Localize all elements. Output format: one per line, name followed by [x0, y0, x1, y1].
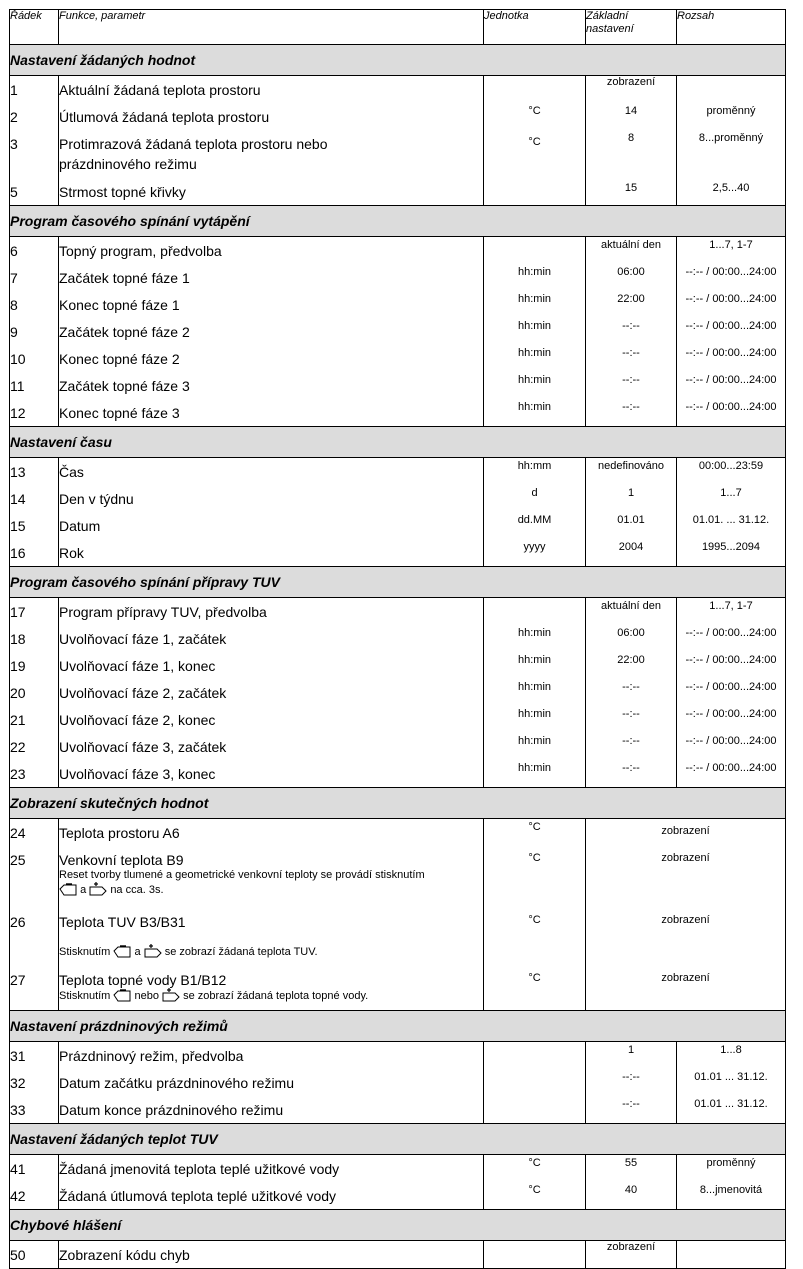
section-title: Program časového spínání vytápění: [10, 206, 786, 237]
function-label: Prázdninový režim, předvolba: [59, 1048, 244, 1064]
row-number-label: 31: [10, 1048, 26, 1064]
range-cell: 1...7, 1-7: [677, 237, 786, 265]
table-row: [10, 966, 786, 1011]
table-body: [10, 45, 786, 1269]
range-cell: 01.01. ... 31.12.: [677, 512, 786, 539]
row-number-label: 16: [10, 545, 26, 561]
unit-cell: [484, 178, 586, 206]
minus-key-icon: [113, 989, 131, 1003]
section-title: Nastavení času: [10, 427, 786, 458]
section-title: Zobrazení skutečných hodnot: [10, 788, 786, 819]
table-row: [10, 625, 786, 652]
row-number: [10, 130, 59, 178]
function-cell: [59, 625, 484, 652]
function-cell: [59, 512, 484, 539]
row-number: [10, 819, 59, 847]
default-cell: --:--: [586, 733, 677, 760]
row-number: [10, 345, 59, 372]
range-cell: 1...8: [677, 1042, 786, 1070]
table-row: [10, 458, 786, 486]
section-title: Nastavení prázdninových režimů: [10, 1011, 786, 1042]
section-header-row: [10, 567, 786, 598]
table-row: [10, 264, 786, 291]
default-cell: 06:00: [586, 625, 677, 652]
function-label: Uvolňovací fáze 3, začátek: [59, 739, 227, 755]
note-text: a: [80, 883, 87, 896]
row-number: [10, 399, 59, 427]
function-note: [59, 988, 483, 1004]
unit-cell: [484, 1069, 586, 1096]
row-number: [10, 264, 59, 291]
table-row: [10, 908, 786, 966]
section-header-row: [10, 206, 786, 237]
table-row: [10, 178, 786, 206]
default-cell: 15: [586, 178, 677, 206]
table-row: [10, 485, 786, 512]
section-header-row: [10, 1124, 786, 1155]
row-number-label: 50: [10, 1247, 26, 1263]
row-number-label: 22: [10, 739, 26, 755]
function-cell: [59, 103, 484, 130]
default-cell: 1: [586, 485, 677, 512]
table-row: [10, 345, 786, 372]
function-label: Konec topné fáze 2: [59, 351, 180, 367]
unit-cell: °C: [484, 908, 586, 966]
note-text: Stisknutím: [59, 989, 111, 1002]
function-label: Teplota TUV B3/B31: [59, 914, 186, 930]
function-cell: [59, 345, 484, 372]
default-cell: --:--: [586, 399, 677, 427]
range-cell: --:-- / 00:00...24:00: [677, 706, 786, 733]
row-number: [10, 1042, 59, 1070]
range-cell: --:-- / 00:00...24:00: [677, 372, 786, 399]
function-label: Uvolňovací fáze 2, konec: [59, 712, 216, 728]
row-number: [10, 652, 59, 679]
unit-cell: d: [484, 485, 586, 512]
function-label: Strmost topné křivky: [59, 184, 186, 200]
row-number-label: 32: [10, 1075, 26, 1091]
unit-cell: [484, 598, 586, 626]
function-label: Uvolňovací fáze 1, konec: [59, 658, 216, 674]
row-number-label: 10: [10, 351, 26, 367]
table-row: [10, 539, 786, 567]
range-cell: --:-- / 00:00...24:00: [677, 679, 786, 706]
unit-cell: °C: [484, 1155, 586, 1183]
function-label: Protimrazová žádaná teplota prostoru nebo: [59, 136, 328, 152]
range-cell: 8...jmenovitá: [677, 1182, 786, 1210]
function-cell: [59, 264, 484, 291]
table-row: [10, 1042, 786, 1070]
function-cell: [59, 237, 484, 265]
function-label: Žádaná jmenovitá teplota teplé užitkové vody: [59, 1161, 340, 1177]
unit-cell: hh:min: [484, 264, 586, 291]
table-row: [10, 1155, 786, 1183]
table-row: [10, 846, 786, 908]
table-row: [10, 372, 786, 399]
function-label: Konec topné fáze 1: [59, 297, 180, 313]
function-label: Den v týdnu: [59, 491, 134, 507]
unit-cell: hh:min: [484, 652, 586, 679]
function-label-continued: prázdninového režimu: [59, 156, 197, 172]
table-row: [10, 291, 786, 318]
section-header-row: [10, 788, 786, 819]
function-cell: [59, 458, 484, 486]
unit-cell: hh:min: [484, 760, 586, 788]
default-cell: --:--: [586, 345, 677, 372]
row-number-label: 19: [10, 658, 26, 674]
range-cell: 01.01 ... 31.12.: [677, 1096, 786, 1124]
row-number: [10, 318, 59, 345]
default-cell: 22:00: [586, 291, 677, 318]
row-number: [10, 512, 59, 539]
default-cell: zobrazení: [586, 76, 677, 104]
unit-cell: hh:min: [484, 318, 586, 345]
section-header-row: [10, 1210, 786, 1241]
function-label: Začátek topné fáze 1: [59, 270, 190, 286]
default-cell: zobrazení: [586, 966, 786, 1011]
column-header-default: Základní nastavení: [586, 10, 677, 45]
section-header-row: [10, 427, 786, 458]
table-row: [10, 318, 786, 345]
function-cell: [59, 819, 484, 847]
range-cell: --:-- / 00:00...24:00: [677, 652, 786, 679]
function-cell: [59, 706, 484, 733]
row-number-label: 18: [10, 631, 26, 647]
default-cell: --:--: [586, 372, 677, 399]
function-label: Začátek topné fáze 3: [59, 378, 190, 394]
row-number-label: 23: [10, 766, 26, 782]
function-label: Začátek topné fáze 2: [59, 324, 190, 340]
row-number: [10, 1241, 59, 1269]
range-cell: [677, 76, 786, 104]
function-cell: [59, 1096, 484, 1124]
row-number: [10, 178, 59, 206]
table-row: [10, 598, 786, 626]
unit-cell: hh:min: [484, 733, 586, 760]
unit-cell: hh:min: [484, 625, 586, 652]
default-cell: zobrazení: [586, 846, 786, 908]
row-number: [10, 291, 59, 318]
row-number: [10, 1182, 59, 1210]
row-number-label: 6: [10, 243, 18, 259]
default-cell: 22:00: [586, 652, 677, 679]
function-cell: [59, 76, 484, 104]
table-header-row: [10, 10, 786, 45]
unit-cell: °C: [484, 846, 586, 908]
table-row: [10, 679, 786, 706]
function-label: Čas: [59, 464, 84, 480]
table-row: [10, 512, 786, 539]
row-number: [10, 485, 59, 512]
range-cell: --:-- / 00:00...24:00: [677, 264, 786, 291]
function-cell: [59, 679, 484, 706]
row-number-label: 27: [10, 972, 26, 988]
unit-cell: [484, 76, 586, 104]
range-cell: 1...7: [677, 485, 786, 512]
function-label: Topný program, předvolba: [59, 243, 222, 259]
function-label: Program přípravy TUV, předvolba: [59, 604, 267, 620]
range-cell: --:-- / 00:00...24:00: [677, 733, 786, 760]
unit-cell: dd.MM: [484, 512, 586, 539]
function-cell: [59, 1182, 484, 1210]
unit-cell: [484, 1241, 586, 1269]
function-cell: [59, 539, 484, 567]
row-number: [10, 458, 59, 486]
default-cell: --:--: [586, 706, 677, 733]
row-number: [10, 598, 59, 626]
row-number-label: 33: [10, 1102, 26, 1118]
function-cell: [59, 652, 484, 679]
table-row: [10, 733, 786, 760]
default-cell: 06:00: [586, 264, 677, 291]
unit-cell: hh:mm: [484, 458, 586, 486]
range-cell: proměnný: [677, 103, 786, 130]
unit-cell: hh:min: [484, 679, 586, 706]
minus-key-icon: [113, 945, 131, 959]
default-cell: 01.01: [586, 512, 677, 539]
range-cell: [677, 1241, 786, 1269]
column-header-range: Rozsah: [677, 10, 786, 45]
note-text: se zobrazí žádaná teplota TUV.: [164, 945, 318, 958]
range-cell: 2,5...40: [677, 178, 786, 206]
row-number-label: 17: [10, 604, 26, 620]
note-text: se zobrazí žádaná teplota topné vody.: [183, 989, 369, 1002]
function-cell: [59, 178, 484, 206]
parameter-table: [9, 9, 786, 1269]
range-cell: 1995...2094: [677, 539, 786, 567]
table-row: [10, 1182, 786, 1210]
row-number: [10, 1096, 59, 1124]
row-number-label: 24: [10, 825, 26, 841]
row-number-label: 20: [10, 685, 26, 701]
function-cell: [59, 733, 484, 760]
row-number-label: 9: [10, 324, 18, 340]
unit-cell: hh:min: [484, 706, 586, 733]
section-title: Program časového spínání přípravy TUV: [10, 567, 786, 598]
row-number-label: 15: [10, 518, 26, 534]
function-label: Teplota prostoru A6: [59, 825, 180, 841]
note-text: nebo: [134, 989, 159, 1002]
range-cell: proměnný: [677, 1155, 786, 1183]
function-label: Žádaná útlumová teplota teplé užitkové vody: [59, 1188, 337, 1204]
default-cell: --:--: [586, 1096, 677, 1124]
row-number: [10, 679, 59, 706]
unit-cell: °C: [484, 966, 586, 1011]
row-number-label: 3: [10, 136, 18, 152]
row-number-label: 5: [10, 184, 18, 200]
unit-cell: °C: [484, 103, 586, 130]
column-header-function: Funkce, parametr: [59, 10, 484, 45]
unit-cell: hh:min: [484, 345, 586, 372]
minus-key-icon: [59, 883, 77, 897]
default-cell: 1: [586, 1042, 677, 1070]
range-cell: --:-- / 00:00...24:00: [677, 291, 786, 318]
row-number: [10, 966, 59, 1011]
function-label: Uvolňovací fáze 1, začátek: [59, 631, 227, 647]
function-cell: [59, 130, 484, 178]
table-row: [10, 237, 786, 265]
row-number: [10, 846, 59, 908]
default-cell: --:--: [586, 679, 677, 706]
row-number-label: 41: [10, 1161, 26, 1177]
table-row: [10, 760, 786, 788]
row-number-label: 25: [10, 852, 26, 868]
row-number-label: 13: [10, 464, 26, 480]
section-title: Nastavení žádaných teplot TUV: [10, 1124, 786, 1155]
row-number-label: 12: [10, 405, 26, 421]
default-cell: 8: [586, 130, 677, 178]
row-number-label: 11: [10, 378, 25, 394]
function-cell: [59, 598, 484, 626]
default-cell: aktuální den: [586, 598, 677, 626]
table-row: [10, 1241, 786, 1269]
function-cell: [59, 966, 484, 1011]
section-header-row: [10, 1011, 786, 1042]
function-cell: [59, 399, 484, 427]
plus-key-icon: [144, 944, 162, 960]
function-label: Datum: [59, 518, 101, 534]
row-number-label: 2: [10, 109, 18, 125]
function-cell: [59, 1155, 484, 1183]
plus-key-icon: [89, 882, 107, 898]
table-row: [10, 819, 786, 847]
row-number: [10, 908, 59, 966]
range-cell: --:-- / 00:00...24:00: [677, 760, 786, 788]
unit-cell: °C: [484, 1182, 586, 1210]
function-cell: [59, 485, 484, 512]
function-label: Uvolňovací fáze 2, začátek: [59, 685, 227, 701]
note-text: a: [134, 945, 141, 958]
row-number: [10, 372, 59, 399]
function-cell: [59, 908, 484, 966]
range-cell: --:-- / 00:00...24:00: [677, 399, 786, 427]
default-cell: --:--: [586, 318, 677, 345]
row-number: [10, 237, 59, 265]
range-cell: 1...7, 1-7: [677, 598, 786, 626]
default-cell: nedefinováno: [586, 458, 677, 486]
table-row: [10, 103, 786, 130]
default-cell: 14: [586, 103, 677, 130]
range-cell: --:-- / 00:00...24:00: [677, 625, 786, 652]
row-number: [10, 1069, 59, 1096]
row-number: [10, 760, 59, 788]
default-cell: --:--: [586, 760, 677, 788]
note-text: na cca. 3s.: [110, 883, 164, 896]
table-row: [10, 76, 786, 104]
range-cell: 01.01 ... 31.12.: [677, 1069, 786, 1096]
unit-cell: [484, 237, 586, 265]
function-label: Venkovní teplota B9: [59, 852, 184, 868]
function-cell: [59, 291, 484, 318]
function-label: Útlumová žádaná teplota prostoru: [59, 109, 270, 125]
function-label: Uvolňovací fáze 3, konec: [59, 766, 216, 782]
row-number: [10, 103, 59, 130]
column-header-unit: Jednotka: [484, 10, 586, 45]
range-cell: 8...proměnný: [677, 130, 786, 178]
function-cell: [59, 1241, 484, 1269]
unit-cell: hh:min: [484, 399, 586, 427]
row-number: [10, 539, 59, 567]
section-title: Chybové hlášení: [10, 1210, 786, 1241]
function-note: [59, 944, 483, 960]
section-header-row: [10, 45, 786, 76]
default-cell: --:--: [586, 1069, 677, 1096]
row-number: [10, 733, 59, 760]
row-number-label: 21: [10, 712, 26, 728]
row-number: [10, 706, 59, 733]
unit-cell: °C: [484, 819, 586, 847]
row-number-label: 1: [10, 82, 18, 98]
unit-cell: yyyy: [484, 539, 586, 567]
range-cell: --:-- / 00:00...24:00: [677, 345, 786, 372]
function-label: Rok: [59, 545, 84, 561]
unit-cell: hh:min: [484, 372, 586, 399]
function-cell: [59, 318, 484, 345]
range-cell: --:-- / 00:00...24:00: [677, 318, 786, 345]
function-cell: [59, 846, 484, 908]
table-row: [10, 130, 786, 178]
function-cell: [59, 372, 484, 399]
row-number-label: 7: [10, 270, 18, 286]
default-cell: zobrazení: [586, 1241, 677, 1269]
note-text: Stisknutím: [59, 945, 111, 958]
function-label: Aktuální žádaná teplota prostoru: [59, 82, 261, 98]
unit-cell: [484, 1096, 586, 1124]
row-number: [10, 625, 59, 652]
section-title: Nastavení žádaných hodnot: [10, 45, 786, 76]
column-header-row-number: Řádek: [10, 10, 59, 45]
default-cell: zobrazení: [586, 819, 786, 847]
row-number-label: 26: [10, 914, 26, 930]
table-row: [10, 652, 786, 679]
table-row: [10, 399, 786, 427]
plus-key-icon: [162, 988, 180, 1004]
default-cell: aktuální den: [586, 237, 677, 265]
default-cell: 40: [586, 1182, 677, 1210]
range-cell: 00:00...23:59: [677, 458, 786, 486]
function-label: Datum konce prázdninového režimu: [59, 1102, 284, 1118]
function-cell: [59, 1042, 484, 1070]
row-number: [10, 76, 59, 104]
table-row: [10, 706, 786, 733]
unit-cell: °C: [484, 130, 586, 178]
note-text: Reset tvorby tlumené a geometrické venkovní teploty se provádí stisknutím: [59, 869, 425, 881]
table-row: [10, 1096, 786, 1124]
row-number-label: 8: [10, 297, 18, 313]
default-cell: 2004: [586, 539, 677, 567]
row-number: [10, 1155, 59, 1183]
function-cell: [59, 1069, 484, 1096]
function-label: Konec topné fáze 3: [59, 405, 180, 421]
unit-cell: hh:min: [484, 291, 586, 318]
function-cell: [59, 760, 484, 788]
function-label: Zobrazení kódu chyb: [59, 1247, 190, 1263]
default-cell: zobrazení: [586, 908, 786, 966]
row-number-label: 14: [10, 491, 26, 507]
function-label: Datum začátku prázdninového režimu: [59, 1075, 295, 1091]
function-note: [59, 868, 483, 898]
unit-cell: [484, 1042, 586, 1070]
default-cell: 55: [586, 1155, 677, 1183]
table-row: [10, 1069, 786, 1096]
row-number-label: 42: [10, 1188, 26, 1204]
function-label: Teplota topné vody B1/B12: [59, 972, 227, 988]
